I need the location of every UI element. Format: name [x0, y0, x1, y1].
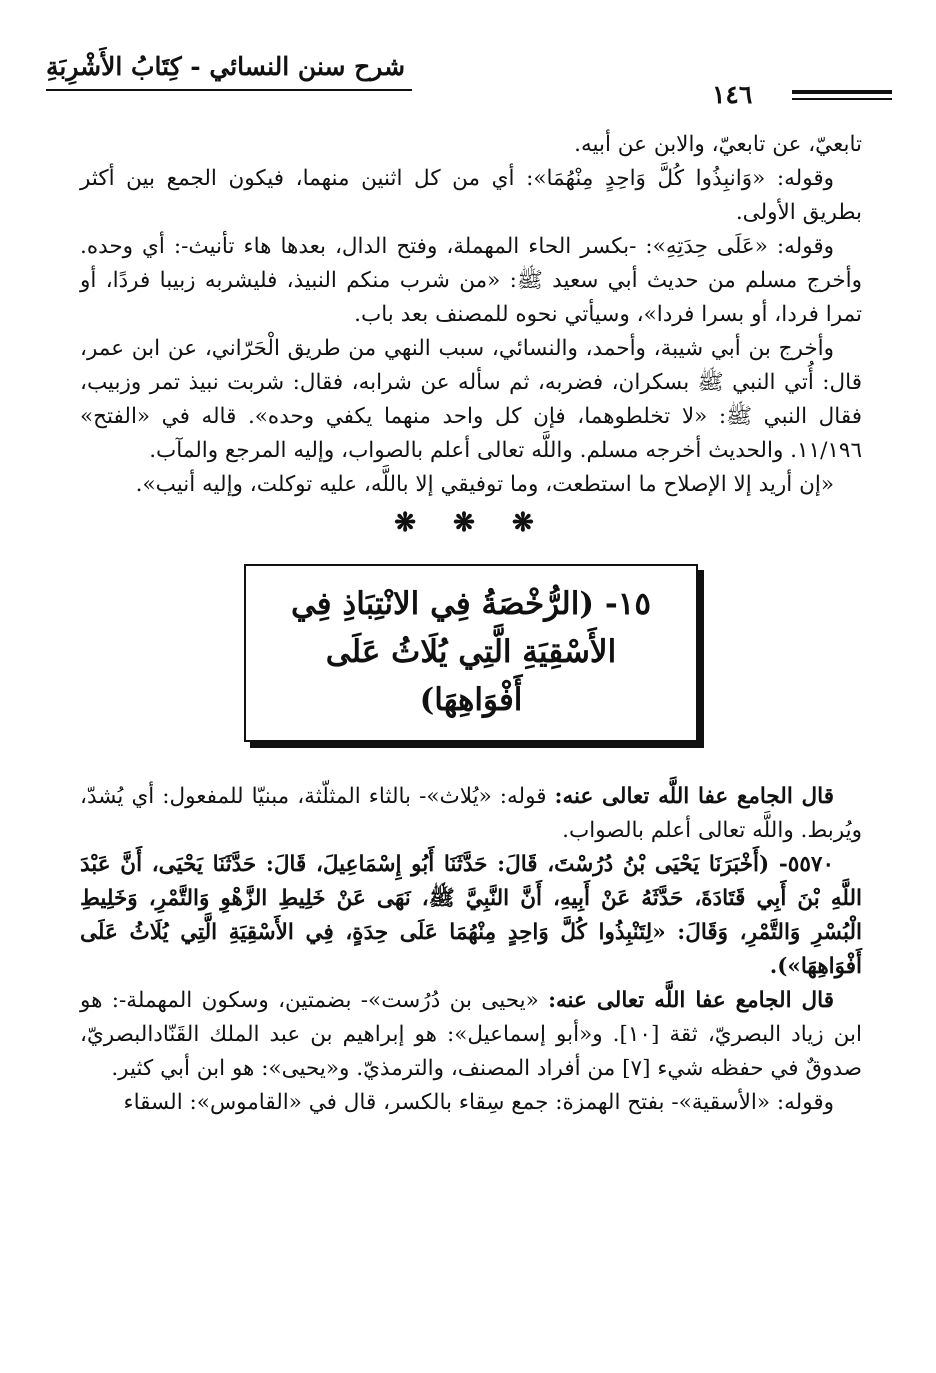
running-title: شرح سنن النسائي - كِتَابُ الأَشْرِبَةِ: [46, 52, 406, 81]
paragraph-1: تابعيّ، عن تابعيّ، والابن عن أبيه.: [574, 132, 862, 157]
commentary-1: [80, 780, 862, 848]
chapter-heading-box: [244, 564, 698, 742]
commentary-1-text: قوله: «يُلاث»- بالثاء المثلّثة، مبنيّا للمفعول: أي يُشدّ، ويُربط. واللَّه تعالى أعلم بالصواب.: [80, 784, 862, 843]
chapter-heading-wrap: [80, 564, 862, 742]
page-body: [80, 128, 862, 1120]
commentary-1-lead: قال الجامع عفا اللَّه تعالى عنه:: [554, 784, 834, 809]
paragraph-5: «إن أريد إلا الإصلاح ما استطعت، وما توفيقي إلا باللَّه، عليه توكلت، وإليه أنيب».: [135, 472, 834, 497]
commentary-3: وقوله: «الأسقية»- بفتح الهمزة: جمع سِقاء بالكسر، قال في «القاموس»: السقاء: [123, 1090, 834, 1115]
commentary-2: [80, 984, 862, 1086]
section-divider-stars: ❋ ❋ ❋: [394, 508, 548, 538]
header-rule-thick: [792, 90, 892, 94]
header-rule-thin: [792, 98, 892, 100]
chapter-heading-line-2: الأَسْقِيَةِ الَّتِي يُلَاثُ عَلَى أَفْوَاهِهَا): [325, 634, 617, 718]
page-number: ١٤٦: [712, 80, 753, 109]
paragraph-2: وقوله: «وَانبِذُوا كُلَّ وَاحِدٍ مِنْهُمَا»: أي من كل اثنين منهما، فيكون الجمع بين أكثر بطريق الأولى.: [80, 166, 862, 225]
commentary-2-lead: قال الجامع عفا اللَّه تعالى عنه:: [548, 988, 834, 1013]
commentary-2-text: «يحيى بن دُرُست»- بضمتين، وسكون المهملة-: هو ابن زياد البصريّ، ثقة [١٠]. و«أبو إسماعيل»: هو إبراهيم بن عبد الملك القَنّادالبصريّ، صدوقٌ في حفظه شيء [٧] من أفراد المصنف، والترمذيّ. و«يحيى»: هو ابن أبي كثير.: [80, 988, 862, 1081]
paragraph-3: وقوله: «عَلَى حِدَتِهِ»: -بكسر الحاء المهملة، وفتح الدال، بعدها هاء تأنيث-: أي وحده. وأخرج مسلم من حديث أبي سعيد ﷺ: «من شرب منكم النبيذ، فليشربه زبيبا فردًا، أو تمرا فردا، أو بسرا فردا»، وسيأتي نحوه للمصنف بعد باب.: [80, 234, 862, 327]
hadith-5570: ٥٥٧٠- (أَخْبَرَنَا يَحْيَى بْنُ دُرُسْتَ، قَالَ: حَدَّثَنَا أَبُو إِسْمَاعِيلَ، قَالَ: حَدَّثَنَا يَحْيَى، أَنَّ عَبْدَ اللَّهِ بْنَ أَبِي قَتَادَةَ، حَدَّثَهُ عَنْ أَبِيهِ، أَنَّ النَّبِيَّ ﷺ، نَهَى عَنْ خَلِيطِ الزَّهْوِ وَالتَّمْرِ، وَخَلِيطِ الْبُسْرِ وَالتَّمْرِ، وَقَالَ: «لِتَنْبِذُوا كُلَّ وَاحِدٍ مِنْهُمَا عَلَى حِدَةٍ، فِي الأَسْقِيَةِ الَّتِي يُلَاثُ عَلَى أَفْوَاهِهَا»).: [80, 852, 862, 979]
chapter-heading-line-1: ١٥- (الرُّخْصَةُ فِي الانْتِبَاذِ فِي: [290, 586, 652, 622]
title-underline: [46, 89, 412, 91]
paragraph-4: وأخرج بن أبي شيبة، وأحمد، والنسائي، سبب النهي من طريق الْحَرّاني، عن ابن عمر، قال: أُتي النبي ﷺ بسكران، فضربه، ثم سأله عن شرابه، فقال: شربت نبيذ تمر وزبيب، فقال النبي ﷺ: «لا تخلطوهما، فإن كل واحد منهما يكفي وحده». قاله في «الفتح» ١١/١٩٦. والحديث أخرجه مسلم. واللَّه تعالى أعلم بالصواب، وإليه المرجع والمآب.: [80, 336, 862, 463]
